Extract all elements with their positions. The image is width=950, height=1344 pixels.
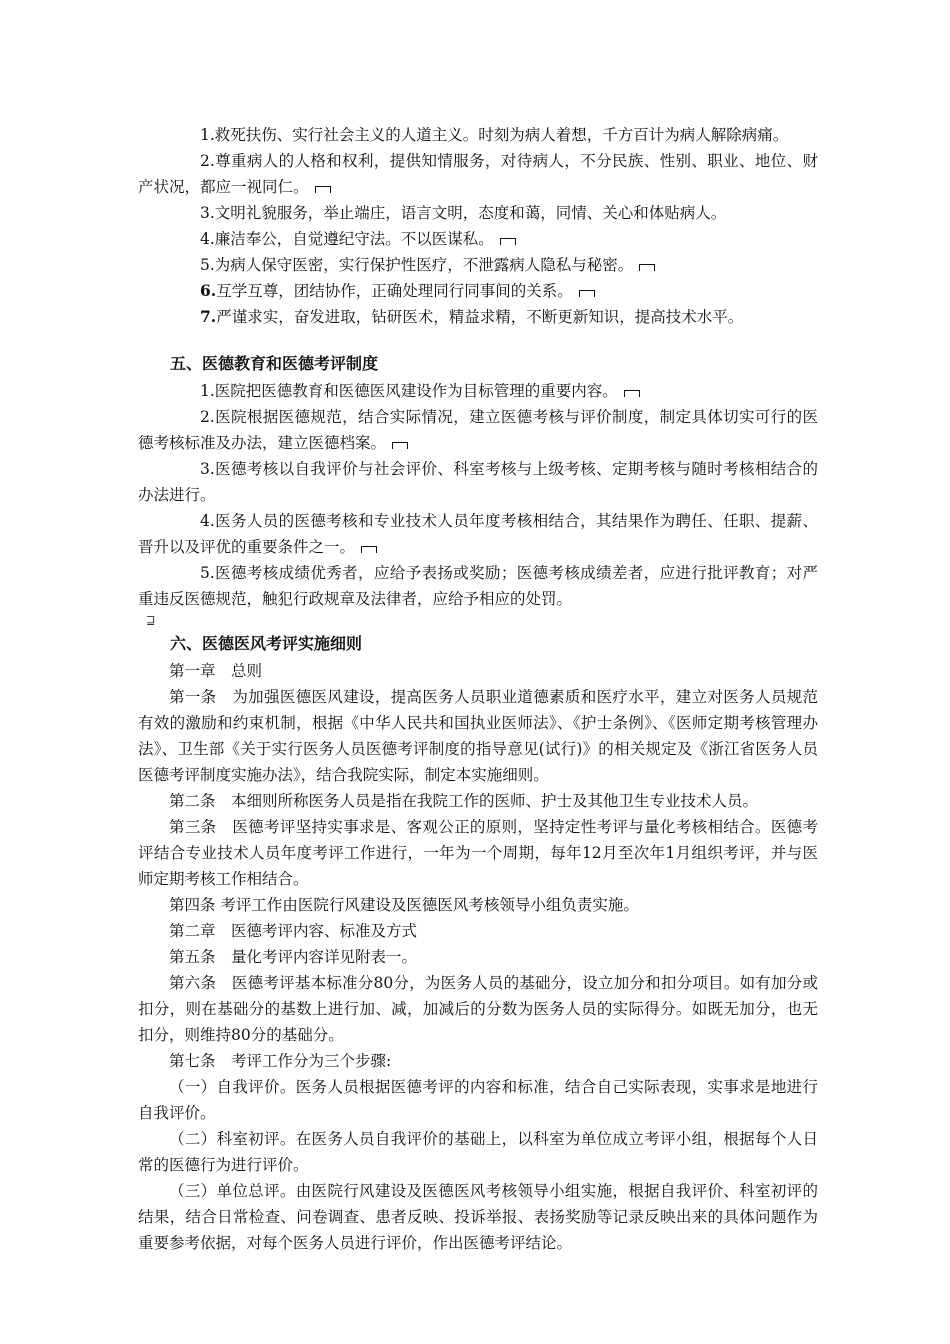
article-paragraph: 第一条 为加强医德医风建设，提高医务人员职业道德素质和医疗水平，建立对医务人员规范有效的激励和约束机制，根据《中华人民共和国执业医师法》、《护士条例》、《医师定期考核管理办法》、卫生部《关于实行医务人员医德考评制度的指导意见(试行)》的相关规定及《浙江省医务人员医德考评制度实施办法》，结合我院实际，制定本实施细则。 [138,688,818,784]
list-item: 1.医院把医德教育和医德医风建设作为目标管理的重要内容。 [138,378,818,404]
paragraph-mark-icon [639,264,655,271]
stray-glyph: ⊒ [146,614,156,627]
paragraph-mark-icon [500,238,516,245]
article-paragraph: 第三条 医德考评坚持实事求是、客观公正的原则，坚持定性考评与量化考核相结合。医德考评结合专业技术人员年度考评工作进行，一年为一个周期，每年12月至次年1月组织考评，并与医师定期考核工作相结合。 [138,818,818,888]
article-paragraph: 第七条 考评工作分为三个步骤: [169,1052,392,1070]
document-page [138,122,818,1256]
list-item: 5.医德考核成绩优秀者，应给予表扬或奖励；医德考核成绩差者，应进行批评教育；对严重违反医德规范，触犯行政规章及法律者，应给予相应的处罚。 [138,564,818,608]
article-paragraph: 第五条 量化考评内容详见附表一。 [169,948,418,966]
paragraph-mark-icon [624,390,640,397]
section5-list [138,378,818,612]
list-item: 4.廉洁奉公，自觉遵纪守法。不以医谋私。 [138,226,818,252]
list-item: 3.医德考核以自我评价与社会评价、科室考核与上级考核、定期考核与随时考核相结合的办法进行。 [138,460,818,504]
chapter-heading: 第一章 总则 [169,662,263,680]
step-paragraph: （一）自我评价。医务人员根据医德考评的内容和标准，结合自己实际表现，实事求是地进行自我评价。 [138,1078,818,1122]
paragraph-mark-icon [392,442,408,449]
list-item: 2.尊重病人的人格和权利，提供知情服务，对待病人，不分民族、性别、职业、地位、财产状况，都应一视同仁。 [138,152,818,196]
section4-list [138,122,818,330]
list-item: 7.严谨求实，奋发进取，钻研医术，精益求精，不断更新知识，提高技术水平。 [200,307,744,326]
step-paragraph: （二）科室初评。在医务人员自我评价的基础上，以科室为单位成立考评小组，根据每个人日常的医德行为进行评价。 [138,1130,818,1174]
paragraph-mark-icon [315,186,331,193]
list-item: 4.医务人员的医德考核和专业技术人员年度考核相结合，其结果作为聘任、任职、提薪、晋升以及评优的重要条件之一。 [138,512,818,556]
chapter-heading: 第二章 医德考评内容、标准及方式 [169,922,418,940]
paragraph-mark-icon [579,290,595,297]
list-item: 5.为病人保守医密，实行保护性医疗，不泄露病人隐私与秘密。 [138,252,818,278]
section6-body [138,658,818,1256]
list-item: 1.救死扶伤、实行社会主义的人道主义。时刻为病人着想，千方百计为病人解除病痛。 [200,126,789,144]
list-item: 3.文明礼貌服务，举止端庄，语言文明，态度和蔼，同情、关心和体贴病人。 [200,204,727,222]
list-item: 6.互学互尊，团结协作，正确处理同行同事间的关系。 [138,278,818,304]
step-paragraph: （三）单位总评。由医院行风建设及医德医风考核领导小组实施，根据自我评价、科室初评的结果，结合日常检查、问卷调查、患者反映、投诉举报、表扬奖励等记录反映出来的具体问题作为重要参考依据，对每个医务人员进行评价，作出医德考评结论。 [138,1182,818,1252]
list-item: 2.医院根据医德规范，结合实际情况，建立医德考核与评价制度，制定具体切实可行的医德考核标准及办法，建立医德档案。 [138,408,818,452]
paragraph-mark-icon [361,546,377,553]
article-paragraph: 第二条 本细则所称医务人员是指在我院工作的医师、护士及其他卫生专业技术人员。 [169,792,759,810]
section-heading: 五、医德教育和医德考评制度 [170,354,379,373]
section-heading: 六、医德医风考评实施细则 [170,634,363,653]
article-paragraph: 第四条 考评工作由医院行风建设及医德医风考核领导小组负责实施。 [169,896,639,914]
article-paragraph: 第六条 医德考评基本标准分80分，为医务人员的基础分，设立加分和扣分项目。如有加分或扣分，则在基础分的基数上进行加、减，加减后的分数为医务人员的实际得分。如既无加分，也无扣分，则维持80分的基础分。 [138,974,818,1044]
